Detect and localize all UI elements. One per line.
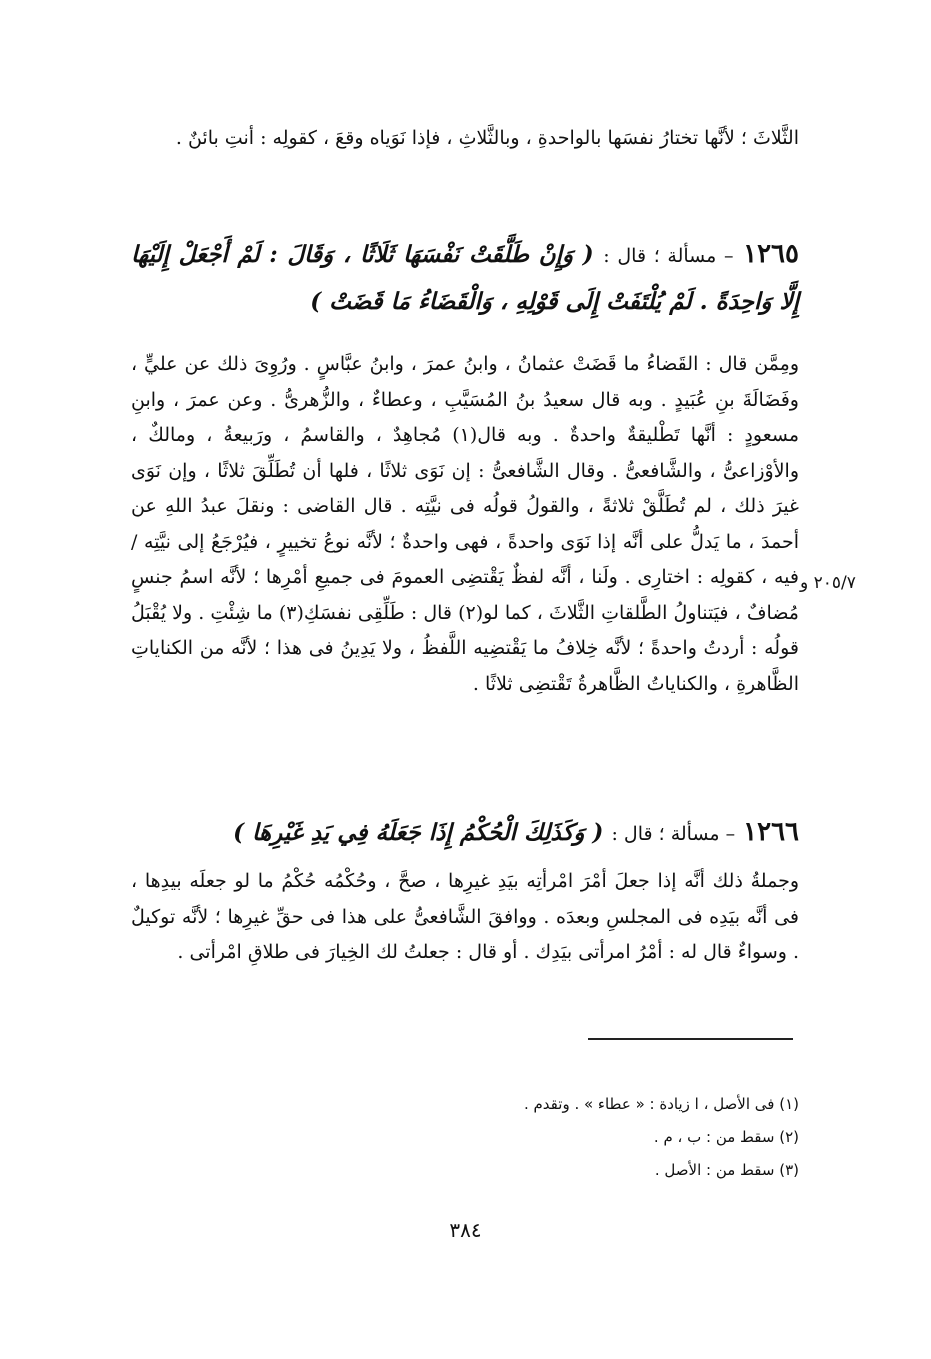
masala-number: ١٢٦٦: [743, 817, 799, 847]
margin-reference: ٢٠٥/٧ و: [800, 573, 856, 593]
footnotes: [299, 1088, 799, 1187]
masala-label: – مسألة ؛ قال :: [603, 245, 734, 267]
footnote-separator: [588, 1038, 793, 1040]
masala-body-text: ومِمَّن قال : القَضاءُ ما قَضَتْ عثمانُ ، وابنُ عمرَ ، وابنُ عبَّاسٍ . ورُوِىَ ذلك عن عليٍّ ، وفَضَالَةَ بنِ عُبَيدٍ . وبه قال سعيدُ بنُ المُسَيَّبِ ، وعطاءٌ ، والزُّهرىُّ . وعن عمرَ ، وابنِ مسعودٍ : أنَّها تَطْليقةٌ واحدةٌ . وبه قال(١) مُجاهِدٌ ، والقاسمُ ، ورَبيعةُ ، ومالكٌ ، والأوْزاعىُّ ، والشَّافعىُّ . وقال الشَّافعىُّ : إن نَوَى ثلاثًا ، فلها أن تُطَلِّقَ ثلاثًا ، وإن نَوَى غيرَ ذلك ، لم تُطَلَّقْ ثلاثةً ، والقولُ قولُه فى نيَّتِه . قال القاضى : ونقلَ عبدُ اللهِ عن أحمدَ ، ما يَدلُّ على أنَّه إذا نَوَى واحدةً ، فهى واحدةٌ ؛ لأنَّه نوعُ تخييرٍ ، فيُرْجَعُ إلى نيَّتِه / فيه ، كقولِه : اختارِى . ولَنا ، أنَّه لفظٌ يَقْتضِى العمومَ فى جميعِ أمْرِها ؛ لأنَّه اسمُ جنسٍ مُضافٌ ، فيَتناولُ الطَّلقاتِ الثَّلاثَ ، كما لو(٢) قال : طَلِّقِى نفسَكِ(٣) ما شِئْتِ . ولا يُقْبَلُ قولُه : أردتُ واحدةً ؛ لأنَّه خِلافُ ما يَقْتضِيه اللَّفظُ ، ولا يَدِينُ فى هذا ؛ لأنَّه من الكناياتِ الظَّاهرةِ ، والكناياتُ الظَّاهرةُ تَقْتضِى ثلاثًا .: [131, 353, 800, 695]
masala-1266-heading: [131, 810, 799, 857]
footnote-3: (٣) سقط من : الأصل .: [654, 1161, 799, 1179]
masala-quote: ( وَكَذَلِكَ الْحُكْمُ إِذَا جَعَلَهُ فِي يَدِ غَيْرِهَا ): [233, 819, 604, 846]
masala-quote: ( وَإِنْ طَلَّقَتْ نَفْسَهَا ثَلَاثًا ، وَقَالَ : لَمْ أَجْعَلْ إِلَيْهَا إِلَّا وَاحِدَةً . لَمْ يُلْتَفَتْ إِلَى قَوْلِهِ ، وَالْقَضَاءُ مَا قَضَتْ ): [131, 241, 799, 315]
masala-1266-paragraph: [131, 864, 799, 971]
intro-paragraph: [131, 121, 799, 157]
masala-label: – مسألة ؛ قال :: [611, 823, 736, 845]
masala-1265-heading: [131, 232, 799, 324]
masala-body-text: وجملةُ ذلك أنَّه إذا جعلَ أمْرَ امْرأتِه بيَدِ غيرِها ، صحَّ ، وحُكْمُه حُكْمُ ما لو جعلَه بيدِها ، فى أنَّه بيَدِه فى المجلسِ وبعدَه . ووافقَ الشَّافعىُّ على هذا فى حقِّ غيرِها ؛ لأنَّه توكيلٌ . وسواءٌ قال له : أمْرُ امرأتى بيَدِك . أو قال : جعلتُ لك الخِيارَ فى طلاقِ امْرأتى .: [131, 870, 799, 963]
footnote-2: (٢) سقط من : ب ، م .: [653, 1128, 799, 1146]
masala-1265-paragraph: [131, 347, 799, 702]
intro-text: الثَّلاثَ ؛ لأنَّها تختارُ نفسَها بالواحدةِ ، وبالثَّلاثِ ، فإذا نَوَياه وقعَ ، كقولِه : أنتِ بائنٌ .: [175, 127, 799, 149]
masala-number: ١٢٦٥: [743, 239, 799, 269]
page-number: ٣٨٤: [449, 1218, 482, 1242]
footnote-1: (١) فى الأصل ، ا زيادة : « عطاء » . وتقدم .: [523, 1095, 799, 1113]
